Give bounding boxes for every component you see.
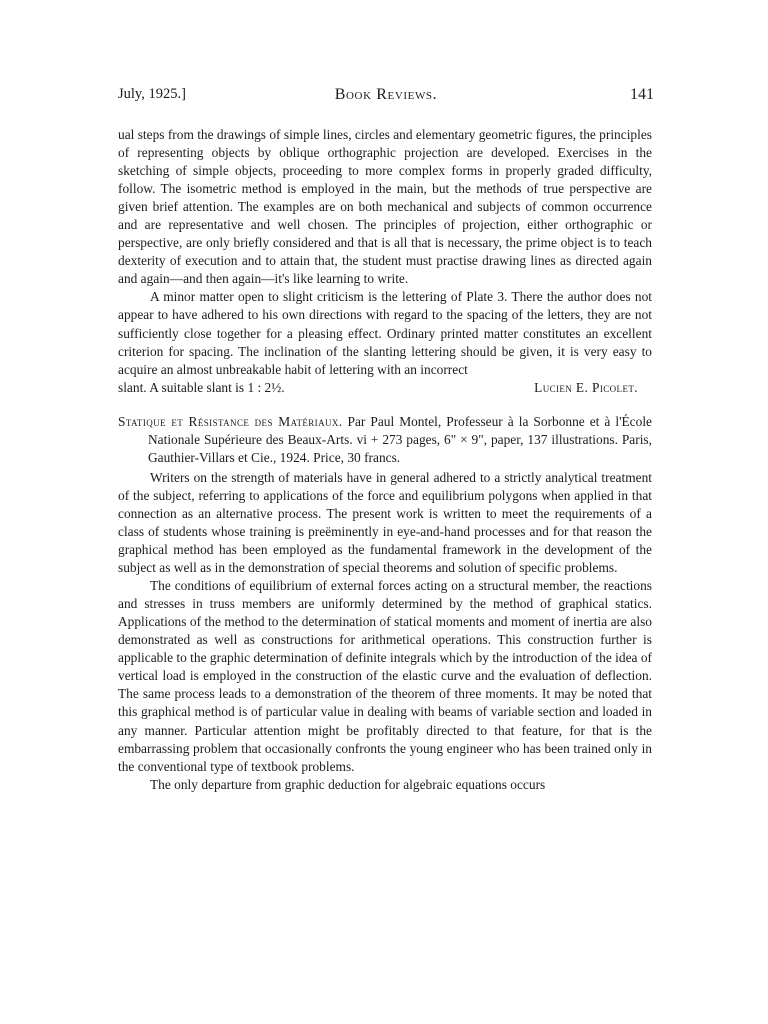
running-header	[118, 86, 654, 108]
page-number: 141	[630, 86, 654, 103]
section-title: Book Reviews.	[334, 86, 438, 103]
review-paragraph: A minor matter open to slight criticism is the lettering of Plate 3. There the author does not appear to have adhered to his own directions with regard to the spacing of the letters, they are not sufficiently close together for a pleasing effect. Ordinary printed matter constitutes an excellent criterion for spacing. The inclination of the slanting lettering should be given, it is very easy to acquire an almost unbreakable habit of lettering with an incorrect	[118, 289, 652, 377]
review-paragraph: The conditions of equilibrium of external forces acting on a structural member, the reactions and stresses in truss members are uniformly determined by the method of graphical statics. Applications of the method to the determination of statical moments and moment of inertia are also demonstrated as well as constructions for arithmetical operations. This construction further is applicable to the graphic determination of definite integrals which by the introduction of the idea of vertical load is employed in the construction of the elastic curve and the evaluation of deflection. The same process leads to a demonstration of the theorem of three moments. It may be noted that this graphical method is of particular value in dealing with beams of variable section and loaded in any manner. Particular attention might be profitably directed to that feature, for that is the embarrassing problem that occasionally confronts the young engineer who has been trained only in the conventional type of textbook problems.	[118, 578, 652, 774]
review-paragraph: Writers on the strength of materials have in general adhered to a strictly analytical treatment of the subject, referring to applications of the force and equilibrium polygons when applied in that connection as an alternative process. The present work is written to meet the requirements of a class of students whose training is preëminently in eye-and-hand processes and for that reason the graphical method has been employed as the fundamental framework in the development of the subject as well as in the demonstration of special theorems and solution of specific problems.	[118, 469, 652, 576]
book-entry	[118, 413, 652, 467]
issue-date: July, 1925.]	[118, 86, 186, 102]
page-body	[118, 126, 652, 794]
review-last-line: slant. A suitable slant is 1 : 2½.	[118, 379, 285, 395]
review-paragraph: The only departure from graphic deduction for algebraic equations occurs	[150, 776, 546, 792]
book-details: Par Paul Montel, Professeur à la Sorbonne et à l'École Nationale Supérieure des Beaux-Arts. vi + 273 pages, 6" × 9", paper, 137 illustrations. Paris, Gauthier-Villars et Cie., 1924. Price, 30 francs.	[148, 413, 652, 465]
review-closing-line	[118, 379, 652, 397]
book-title: Statique et Résistance des Matériaux.	[118, 413, 343, 429]
reviewer-signature: Lucien E. Picolet.	[534, 379, 638, 395]
review-paragraph: ual steps from the drawings of simple lines, circles and elementary geometric figures, the principles of representing objects by oblique orthographic projection are developed. Exercises in the sketching of simple objects, proceeding to more complex forms in properly graded difficulty, follow. The isometric method is employed in the main, but the methods of true perspective are given brief attention. The examples are on both mechanical and subjects of common occurrence and are representative and well chosen. The principles of projection, either orthographic or perspective, are only briefly considered and that is all that is necessary, the prime object is to teach dexterity of execution and to attain that, the student must practise drawing lines as directed again and again—and then again—it's like learning to write.	[118, 127, 652, 287]
